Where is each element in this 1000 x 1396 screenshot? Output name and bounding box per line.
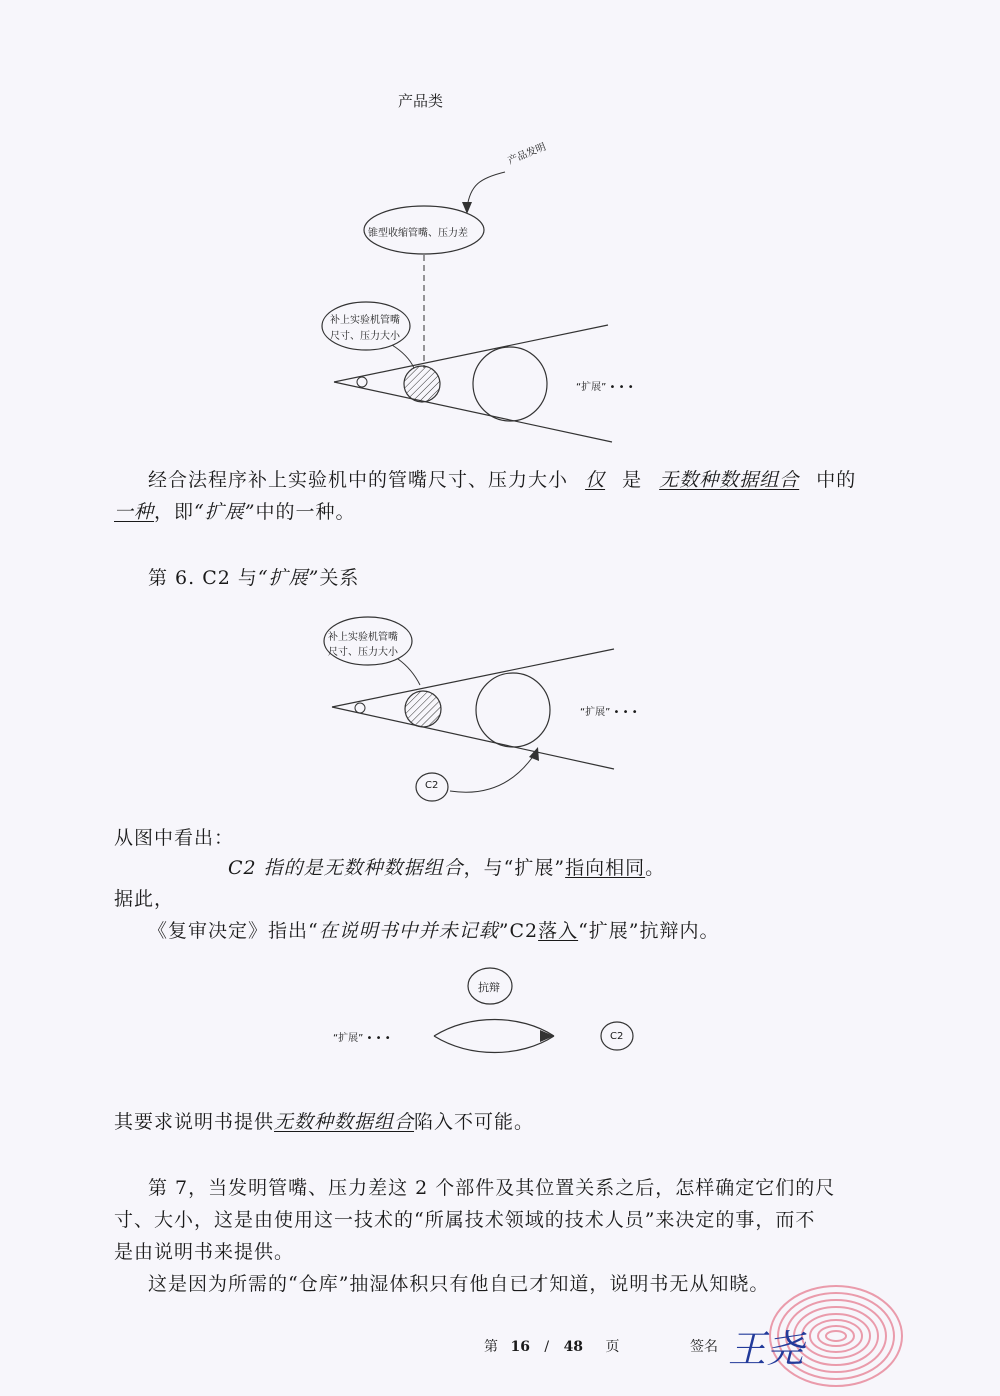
invention-arrow: [467, 172, 505, 208]
hatched-circle: [404, 366, 440, 402]
paragraph-2-line-4: 《复审决定》指出“在说明书中并未记载”C2落入“扩展”抗辩内。: [148, 920, 720, 942]
expand-label-fig3: “扩展” • • •: [333, 1033, 391, 1044]
paragraph-1-line-1: 经合法程序补上实验机中的管嘴尺寸、压力大小 仅 是 无数种数据组合 中的: [148, 469, 857, 491]
paragraph-4-line-3: 是由说明书来提供。: [114, 1241, 295, 1263]
c2-arrow: [450, 755, 534, 792]
bubble-label-2: 尺寸、压力大小: [330, 331, 400, 342]
cone-lower-line: [334, 382, 612, 442]
small-circle-2: [355, 703, 365, 713]
invention-label: 产品发明: [506, 141, 548, 167]
ellipse-label: 锥型收缩管嘴、压力差: [368, 228, 468, 239]
page-number: 第 16 / 48 页: [484, 1339, 620, 1355]
cone-lower-line-2: [332, 707, 614, 769]
defense-label: 抗辩: [478, 981, 500, 994]
c2-label-fig3: C2: [610, 1031, 624, 1042]
c2-label-fig2: C2: [425, 780, 439, 791]
figure-3-diagram: [320, 962, 660, 1062]
lower-arc: [434, 1036, 554, 1053]
paragraph-4-line-1: 第 7，当发明管嘴、压力差这 2 个部件及其位置关系之后，怎样确定它们的尺: [148, 1177, 836, 1199]
expand-label-fig2: “扩展” • • •: [580, 707, 638, 718]
handwritten-signature: 王尧: [728, 1327, 805, 1371]
bubble-label-1-fig2: 补上实验机管嘴: [328, 632, 398, 643]
bubble-label-2-fig2: 尺寸、压力大小: [328, 647, 398, 658]
figure-1-diagram: [320, 140, 660, 450]
small-circle: [357, 377, 367, 387]
paragraph-2-line-1: 从图中看出：: [114, 827, 235, 849]
paragraph-1-line-2: 一种，即“扩展”中的一种。: [114, 501, 356, 523]
supplement-bubble: [322, 302, 410, 350]
page-category: 产品类: [398, 92, 444, 110]
upper-arc: [434, 1020, 554, 1037]
section-6-heading: 第 6. C2 与“扩展”关系: [148, 567, 360, 589]
bubble-label-1: 补上实验机管嘴: [330, 315, 400, 326]
hatched-circle-2: [405, 691, 441, 727]
paragraph-2-line-2: C2 指的是无数种数据组合，与“扩展”指向相同。: [228, 857, 666, 879]
paragraph-3: 其要求说明书提供无数种数据组合陷入不可能。: [114, 1111, 535, 1133]
paragraph-4-line-4: 这是因为所需的“仓库”抽湿体积只有他自已才知道，说明书无从知晓。: [148, 1273, 770, 1295]
paragraph-4-line-2: 寸、大小，这是由使用这一技术的“所属技术领域的技术人员”来决定的事，而不: [114, 1209, 816, 1231]
large-circle-2: [476, 673, 550, 747]
expand-label: “扩展” • • •: [576, 382, 634, 393]
signature-label: 签名: [690, 1339, 718, 1355]
paragraph-2-line-3: 据此，: [114, 888, 175, 910]
large-circle: [473, 347, 547, 421]
